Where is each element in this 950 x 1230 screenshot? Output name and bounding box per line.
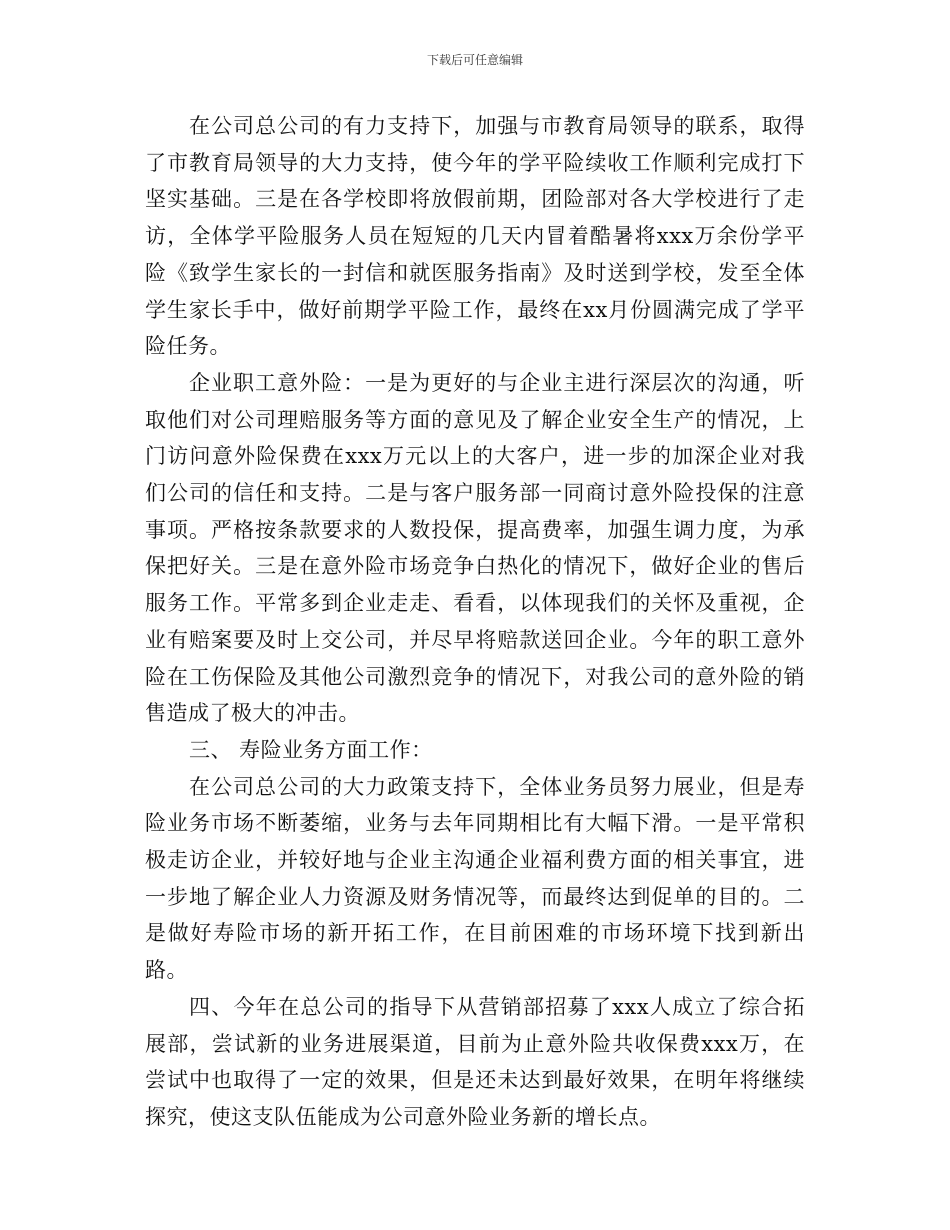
- paragraph-school-insurance: 在公司总公司的有力支持下，加强与市教育局领导的联系，取得了市教育局领导的大力支持，使今年的学平险续收工作顺利完成打下坚实基础。三是在各学校即将放假前期，团险部对各大学校进行了走访，全体学平险服务人员在短短的几天内冒着酷暑将xxx万余份学平险《致学生家长的一封信和就医服务指南》及时送到学校，发至全体学生家长手中，做好前期学平险工作，最终在xx月份圆满完成了学平险任务。: [145, 114, 805, 359]
- paragraph-expansion-department: 四、今年在总公司的指导下从营销部招募了xxx人成立了综合拓展部，尝试新的业务进展渠道，目前为止意外险共收保费xxx万，在尝试中也取得了一定的效果，但是还未达到最好效果，在明年将继续探究，使这支队伍能成为公司意外险业务新的增长点。: [145, 994, 805, 1129]
- paragraph-life-insurance: 在公司总公司的大力政策支持下，全体业务员努力展业，但是寿险业务市场不断萎缩，业务与去年同期相比有大幅下滑。一是平常积极走访企业，并较好地与企业主沟通企业福利费方面的相关事宜，进一步地了解企业人力资源及财务情况等，而最终达到促单的目的。二是做好寿险市场的新开拓工作，在目前困难的市场环境下找到新出路。: [145, 774, 805, 983]
- paragraph-employee-accident-insurance: 企业职工意外险：一是为更好的与企业主进行深层次的沟通，听取他们对公司理赔服务等方面的意见及了解企业安全生产的情况，上门访问意外险保费在xxx万元以上的大客户，进一步的加深企业对我们公司的信任和支持。二是与客户服务部一同商讨意外险投保的注意事项。严格按条款要求的人数投保，提高费率，加强生调力度，为承保把好关。三是在意外险市场竞争白热化的情况下，做好企业的售后服务工作。平常多到企业走走、看看，以体现我们的关怀及重视，企业有赔案要及时上交公司，并尽早将赔款送回企业。今年的职工意外险在工伤保险及其他公司激烈竞争的情况下，对我公司的意外险的销售造成了极大的冲击。: [145, 370, 805, 726]
- section-heading-life-insurance: 三、 寿险业务方面工作：: [189, 737, 433, 762]
- document-body: [145, 108, 805, 1136]
- page-header: 下载后可任意编辑: [426, 53, 523, 67]
